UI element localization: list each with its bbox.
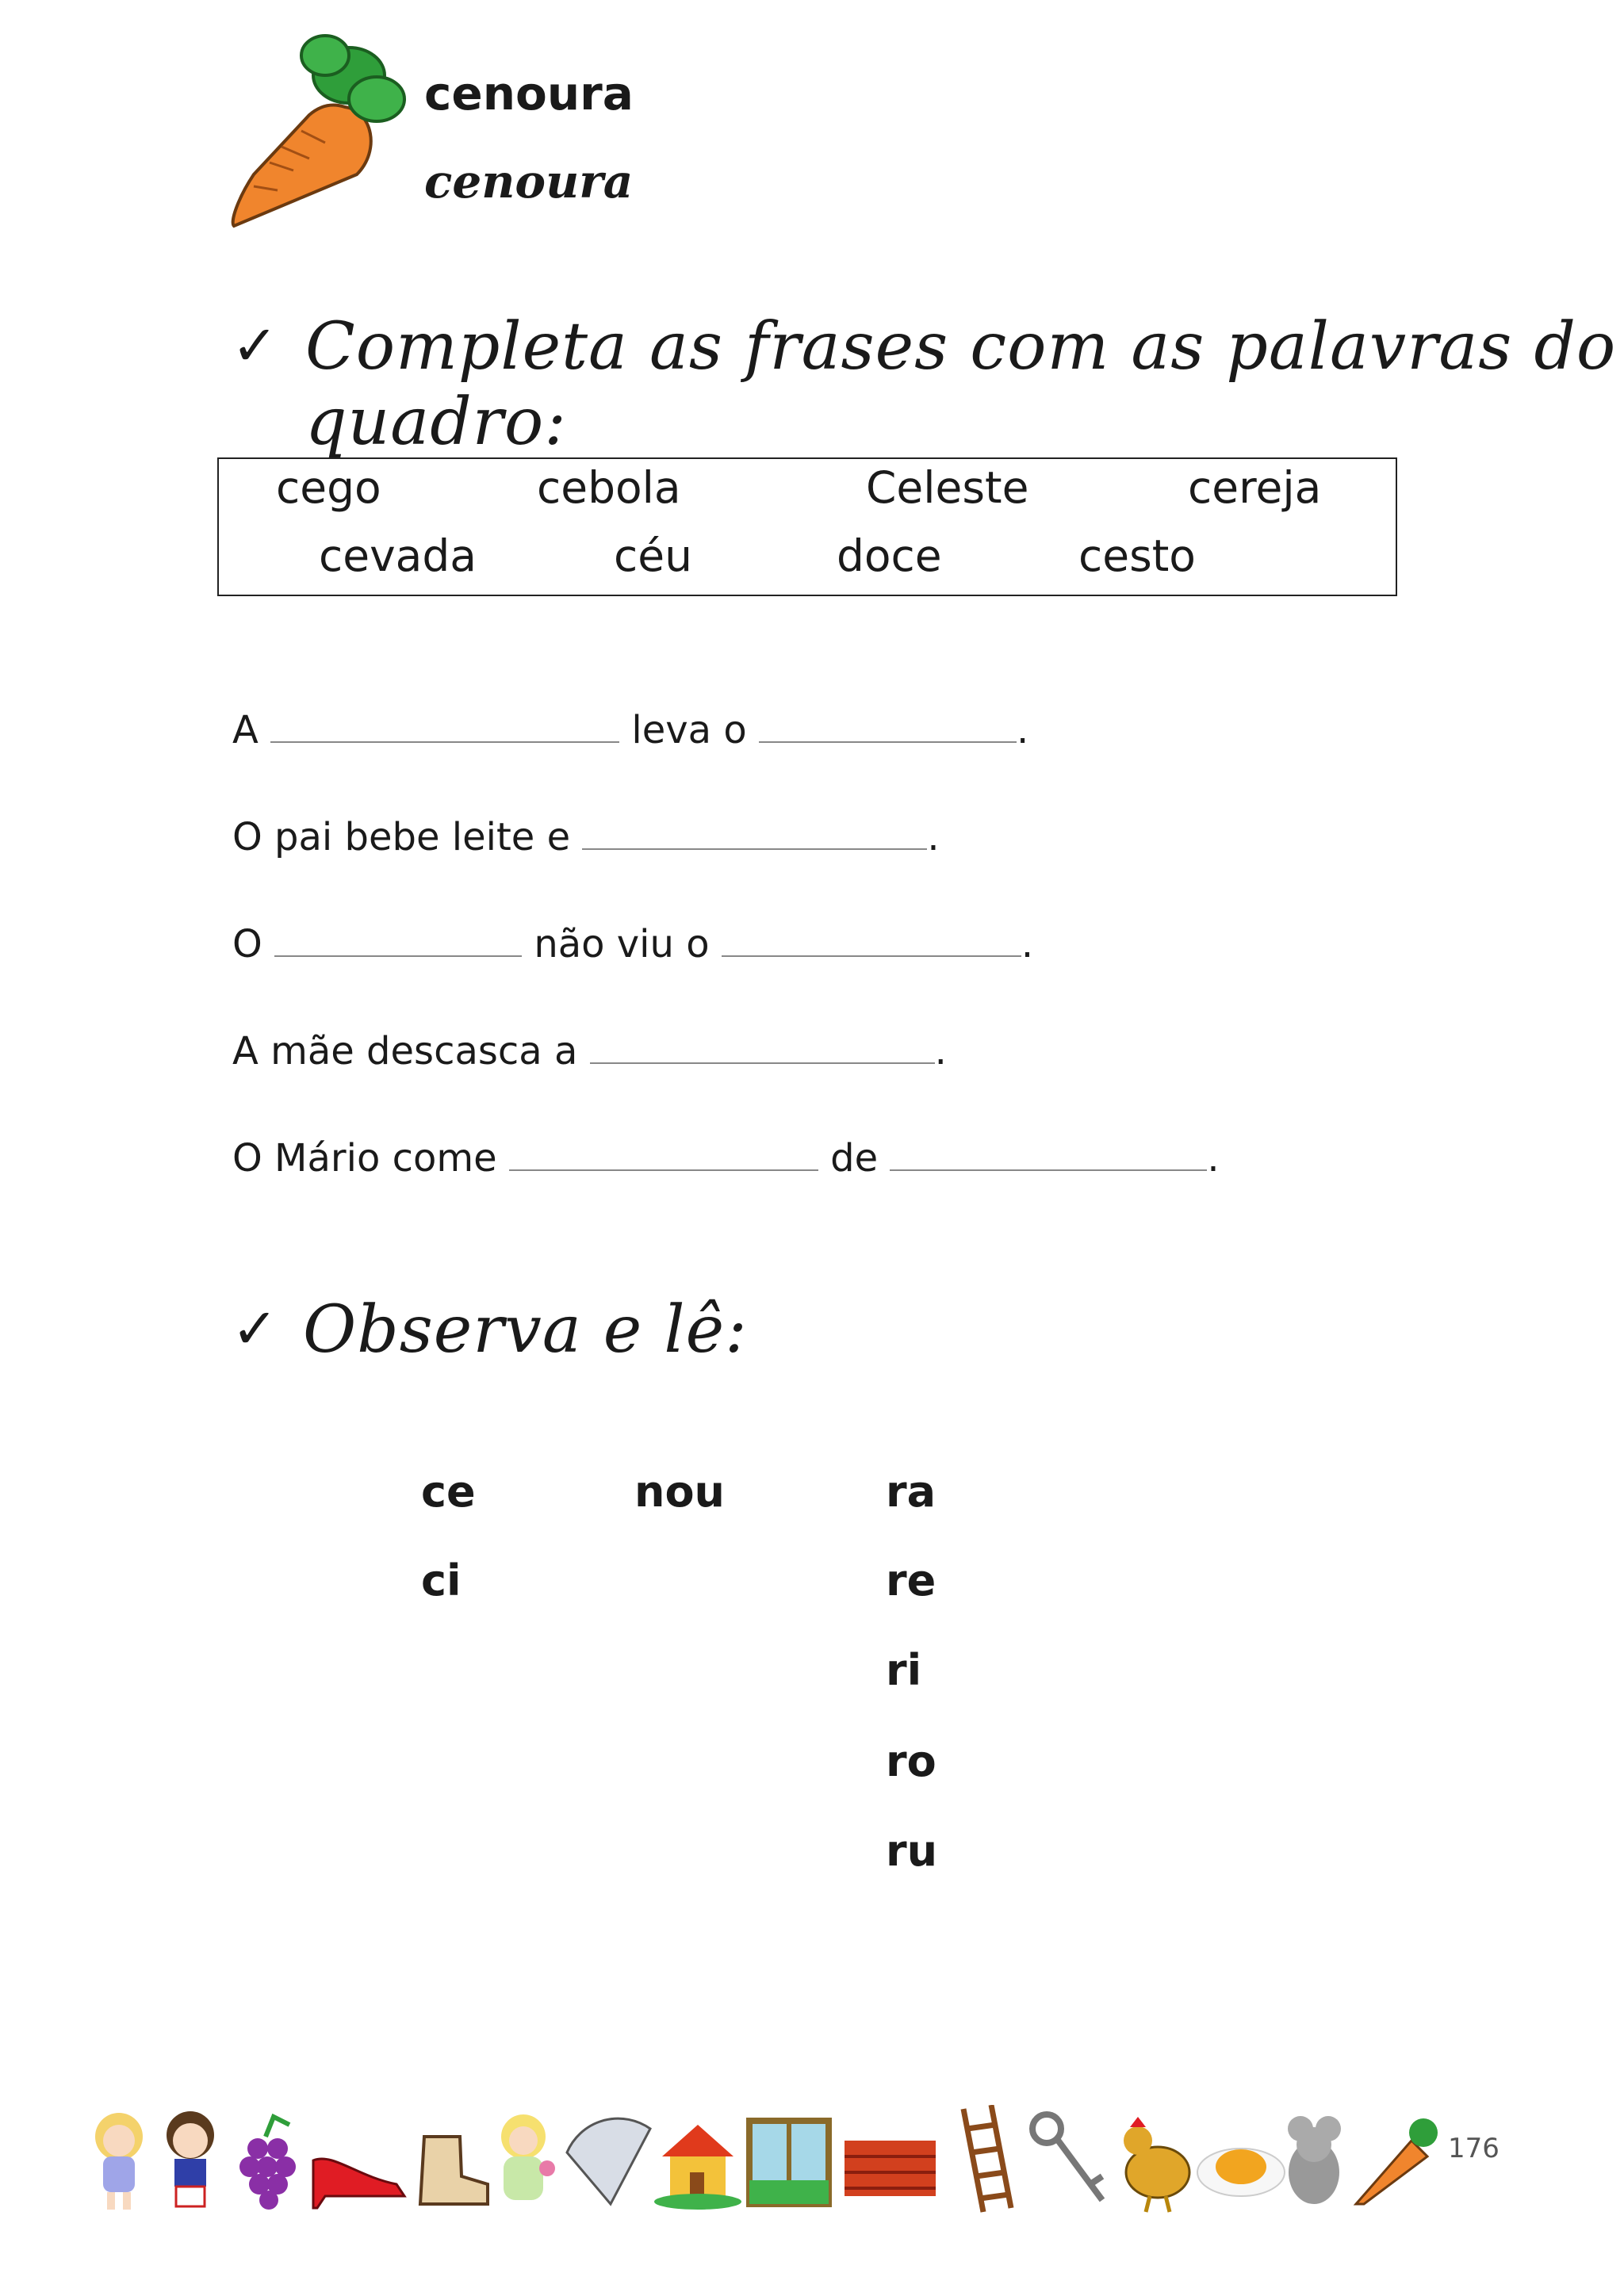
box-word: cevada	[319, 530, 477, 581]
exercise1-instruction: Completa as frases com as palavras do quadro:	[305, 309, 1617, 460]
checkmark-icon: ✓	[232, 1296, 278, 1361]
house-icon	[654, 2125, 741, 2210]
window-icon	[749, 2121, 829, 2204]
syllable: ro	[886, 1736, 936, 1786]
girl-doll-icon	[95, 2113, 143, 2210]
box-word: cebola	[537, 462, 681, 513]
answer-blank[interactable]	[509, 1161, 818, 1171]
answer-blank[interactable]	[722, 947, 1021, 957]
header-word-cursive: cenoura	[424, 155, 634, 209]
red-shoe-icon	[313, 2159, 404, 2208]
syllable: ra	[886, 1467, 936, 1517]
girl-flowers-icon	[501, 2114, 555, 2200]
roof-tiles-icon	[845, 2141, 936, 2196]
footer-picture-strip	[83, 2105, 1439, 2216]
syllable: ci	[421, 1556, 462, 1605]
carrot-illustration	[222, 32, 412, 238]
fan-icon	[567, 2118, 650, 2204]
syllable: ri	[886, 1645, 922, 1695]
fried-egg-icon	[1197, 2149, 1285, 2196]
syllable: ce	[421, 1467, 476, 1517]
rooster-icon	[1124, 2117, 1189, 2212]
sentence-2: O pai bebe leite e .	[232, 815, 940, 859]
key-icon	[1032, 2114, 1102, 2200]
carrot-icon	[1356, 2118, 1438, 2204]
sentence-4: A mãe descasca a .	[232, 1029, 947, 1073]
ladder-icon	[963, 2105, 1011, 2212]
box-word: cesto	[1078, 530, 1196, 581]
word-box	[217, 457, 1397, 596]
sentence-5: O Mário come de .	[232, 1136, 1220, 1181]
answer-blank[interactable]	[590, 1054, 935, 1064]
sentence-1: A leva o .	[232, 708, 1029, 752]
grapes-icon	[239, 2117, 296, 2210]
answer-blank[interactable]	[274, 947, 522, 957]
box-word: cego	[276, 462, 381, 513]
box-word: céu	[614, 530, 692, 581]
answer-blank[interactable]	[270, 733, 619, 743]
box-word: Celeste	[866, 462, 1029, 513]
mouse-icon	[1288, 2116, 1341, 2204]
box-word: cereja	[1188, 462, 1322, 513]
answer-blank[interactable]	[582, 840, 927, 850]
checkmark-icon: ✓	[232, 313, 278, 378]
sentence-3: O não viu o .	[232, 922, 1034, 966]
syllable: re	[886, 1556, 936, 1605]
answer-blank[interactable]	[759, 733, 1017, 743]
box-word: doce	[837, 530, 942, 581]
syllable: nou	[634, 1467, 725, 1517]
exercise2-instruction: Observa e lê:	[303, 1292, 748, 1368]
boy-doll-icon	[167, 2111, 214, 2206]
header-word-print: cenoura	[424, 67, 634, 121]
answer-blank[interactable]	[890, 1161, 1207, 1171]
syllable: ru	[886, 1826, 938, 1876]
boot-icon	[420, 2137, 488, 2204]
page-number: 176	[1448, 2133, 1500, 2164]
